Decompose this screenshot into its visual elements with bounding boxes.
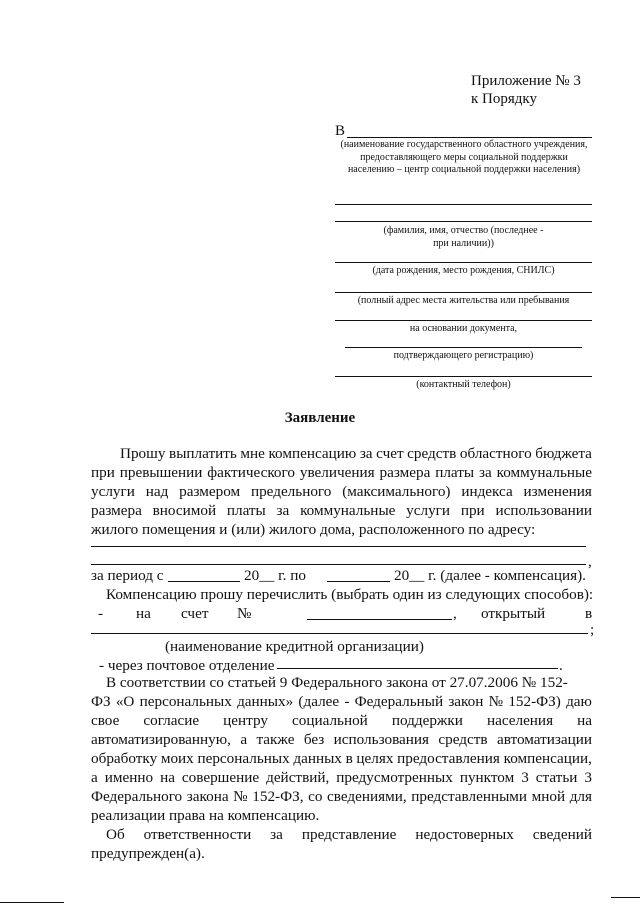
word: Федеральный xyxy=(354,693,444,710)
bank-semicolon: ; xyxy=(590,621,595,638)
p2-line-6 xyxy=(91,768,592,787)
word: коммунальные xyxy=(496,464,592,481)
period-from-field[interactable] xyxy=(168,581,240,582)
institution-caption: (наименование государственного областного учреждения, предоставляющего меры социальной поддержки населению – центр социальной поддержки населения) xyxy=(340,139,588,175)
word: населения xyxy=(486,712,554,729)
word: Прошу xyxy=(120,445,166,462)
period-to-field[interactable] xyxy=(327,581,390,582)
p2-line-4 xyxy=(91,730,592,749)
phone-line xyxy=(335,376,592,377)
word: сведениями, xyxy=(327,788,407,805)
institution-line xyxy=(347,137,592,138)
word: 3 xyxy=(521,769,529,786)
word: услуги xyxy=(406,502,451,519)
word: автоматизированную, xyxy=(91,731,231,748)
period-from-label: за период с xyxy=(91,567,164,584)
word: коммунальные xyxy=(300,502,396,519)
word: индекса xyxy=(461,483,513,500)
word: статьи xyxy=(535,769,578,786)
word: социальной xyxy=(291,712,368,729)
word: представление xyxy=(301,826,397,843)
account-word-opened: открытый xyxy=(481,605,546,622)
word: ФЗ xyxy=(91,693,111,710)
word: закон xyxy=(448,693,484,710)
word: вносимой xyxy=(152,502,217,519)
fio-line-1 xyxy=(335,204,592,205)
word: данных» xyxy=(237,693,294,710)
word: № xyxy=(233,788,248,805)
word: платы xyxy=(226,502,266,519)
p2-line-5 xyxy=(91,749,592,768)
word: увеличения xyxy=(299,464,375,481)
word: данных xyxy=(293,750,342,767)
word: над xyxy=(145,483,169,500)
account-dash: - xyxy=(98,605,104,622)
address-comma: , xyxy=(588,553,592,570)
p1-line-3 xyxy=(91,482,592,501)
word: за xyxy=(359,445,373,462)
birth-line xyxy=(335,262,592,263)
word: на xyxy=(577,712,592,729)
word: бюджета xyxy=(535,445,592,462)
word: средств xyxy=(407,445,457,462)
word: закона xyxy=(186,788,229,805)
word: недостоверных xyxy=(415,826,514,843)
word: а xyxy=(91,769,98,786)
phone-caption: (контактный телефон) xyxy=(416,379,511,390)
word: свое xyxy=(91,712,120,729)
word: пунктом xyxy=(459,769,515,786)
word: мной xyxy=(531,788,566,805)
address-blank-1[interactable] xyxy=(91,546,586,547)
word: компенсацию xyxy=(268,445,357,462)
p2-line-1: В соответствии со статьей 9 Федерального закона от 27.07.2006 № 152- xyxy=(106,674,568,691)
account-word-na: на xyxy=(136,605,151,622)
word: средств xyxy=(438,731,488,748)
word: размера xyxy=(379,464,431,481)
word: ответственности xyxy=(143,826,252,843)
word: предоставления xyxy=(397,750,500,767)
address-line xyxy=(335,292,592,293)
p3-line-2: предупрежден(а). xyxy=(91,845,205,862)
word: мне xyxy=(240,445,265,462)
appendix-order-ref: к Порядку xyxy=(471,91,537,107)
fio-caption-1: (фамилия, имя, отчество (последнее - xyxy=(383,225,544,236)
word: платы xyxy=(435,464,475,481)
address-prefix: В xyxy=(335,123,346,139)
word: № xyxy=(488,693,504,710)
reg-line xyxy=(345,347,582,348)
bank-name-field[interactable] xyxy=(91,633,588,634)
word: центру xyxy=(223,712,268,729)
word: превышении xyxy=(119,464,203,481)
account-word-v: в xyxy=(585,605,593,622)
word: автоматизации xyxy=(496,731,592,748)
p2-line-7 xyxy=(91,787,592,806)
word: услуги xyxy=(91,483,135,500)
word: персональных xyxy=(197,750,290,767)
post-office-label: - через почтовое отделение xyxy=(99,657,275,674)
word: согласие xyxy=(143,712,200,729)
word: даю xyxy=(566,693,592,710)
word: изменения xyxy=(523,483,592,500)
fio-caption-2: при наличии)) xyxy=(433,238,494,249)
word: 152-ФЗ) xyxy=(508,693,561,710)
doc-caption: на основании документа, xyxy=(409,323,518,334)
p1-line-1 xyxy=(120,444,592,463)
page-title: Заявление xyxy=(284,410,356,426)
scan-edge-right xyxy=(611,897,640,898)
address-blank-2[interactable] xyxy=(91,564,586,565)
period-end-text: 20__ г. (далее - компенсация). xyxy=(394,567,586,584)
word: 152-ФЗ, xyxy=(252,788,304,805)
word: областного xyxy=(459,445,532,462)
transfer-intro: Компенсацию прошу перечислить (выбрать один из следующих способов): xyxy=(106,586,594,603)
word: действий, xyxy=(266,769,330,786)
birth-caption: (дата рождения, место рождения, СНИЛС) xyxy=(372,265,555,276)
word: счет xyxy=(376,445,404,462)
p1-line-4 xyxy=(91,501,592,520)
word: 3 xyxy=(584,769,592,786)
word: за xyxy=(479,464,492,481)
word: со xyxy=(308,788,323,805)
word: - xyxy=(344,693,350,710)
word: использовании xyxy=(495,502,592,519)
word: Федерального xyxy=(91,788,183,805)
word: (далее xyxy=(298,693,340,710)
word: обработку xyxy=(91,750,158,767)
word: также xyxy=(256,731,295,748)
word: для xyxy=(569,788,592,805)
doc-line xyxy=(335,320,592,321)
word: предельного xyxy=(250,483,332,500)
post-office-period: . xyxy=(559,657,563,674)
word: Об xyxy=(106,826,125,843)
word: персональных xyxy=(139,693,232,710)
word: именно xyxy=(104,769,154,786)
word: на xyxy=(160,769,175,786)
word: «О xyxy=(115,693,135,710)
appendix-number: Приложение № 3 xyxy=(471,73,581,89)
account-number-field[interactable] xyxy=(307,619,452,620)
bank-caption: (наименование кредитной организации) xyxy=(165,638,424,655)
period-to-label: 20__ г. по xyxy=(244,567,307,584)
word: размером xyxy=(179,483,241,500)
p1-line-2 xyxy=(91,463,592,482)
fio-line-2 xyxy=(335,221,592,222)
account-number-sign: № xyxy=(237,605,252,622)
word: поддержки xyxy=(391,712,463,729)
word: без xyxy=(303,731,325,748)
reg-caption: подтверждающего регистрацию) xyxy=(393,350,534,361)
word: использования xyxy=(333,731,430,748)
word: при xyxy=(91,464,115,481)
word: фактического xyxy=(207,464,295,481)
word: за xyxy=(276,502,290,519)
account-comma: , xyxy=(453,605,457,622)
word: при xyxy=(460,502,485,519)
p2-line-3 xyxy=(91,711,592,730)
p2-line-8: реализации права на компенсацию. xyxy=(91,807,320,824)
word: предусмотренных xyxy=(336,769,453,786)
word: сведений xyxy=(532,826,592,843)
word: выплатить xyxy=(169,445,237,462)
word: целях xyxy=(356,750,394,767)
word: а xyxy=(240,731,248,748)
word: моих xyxy=(160,750,194,767)
p1-line-5: жилого помещения и (или) жилого дома, расположенного по адресу: xyxy=(91,521,536,538)
word: совершение xyxy=(181,769,260,786)
address-caption: (полный адрес места жительства или пребывания xyxy=(357,295,570,306)
account-word-schet: счет xyxy=(181,605,209,622)
word: в xyxy=(345,750,353,767)
word: за xyxy=(270,826,283,843)
p2-line-2 xyxy=(91,692,592,711)
p3-line-1 xyxy=(106,825,592,844)
word: компенсации, xyxy=(503,750,592,767)
word: представленными xyxy=(411,788,528,805)
scan-edge-left xyxy=(0,902,64,903)
word: (максимального) xyxy=(342,483,451,500)
word: размера xyxy=(91,502,142,519)
post-office-field[interactable] xyxy=(277,668,558,669)
